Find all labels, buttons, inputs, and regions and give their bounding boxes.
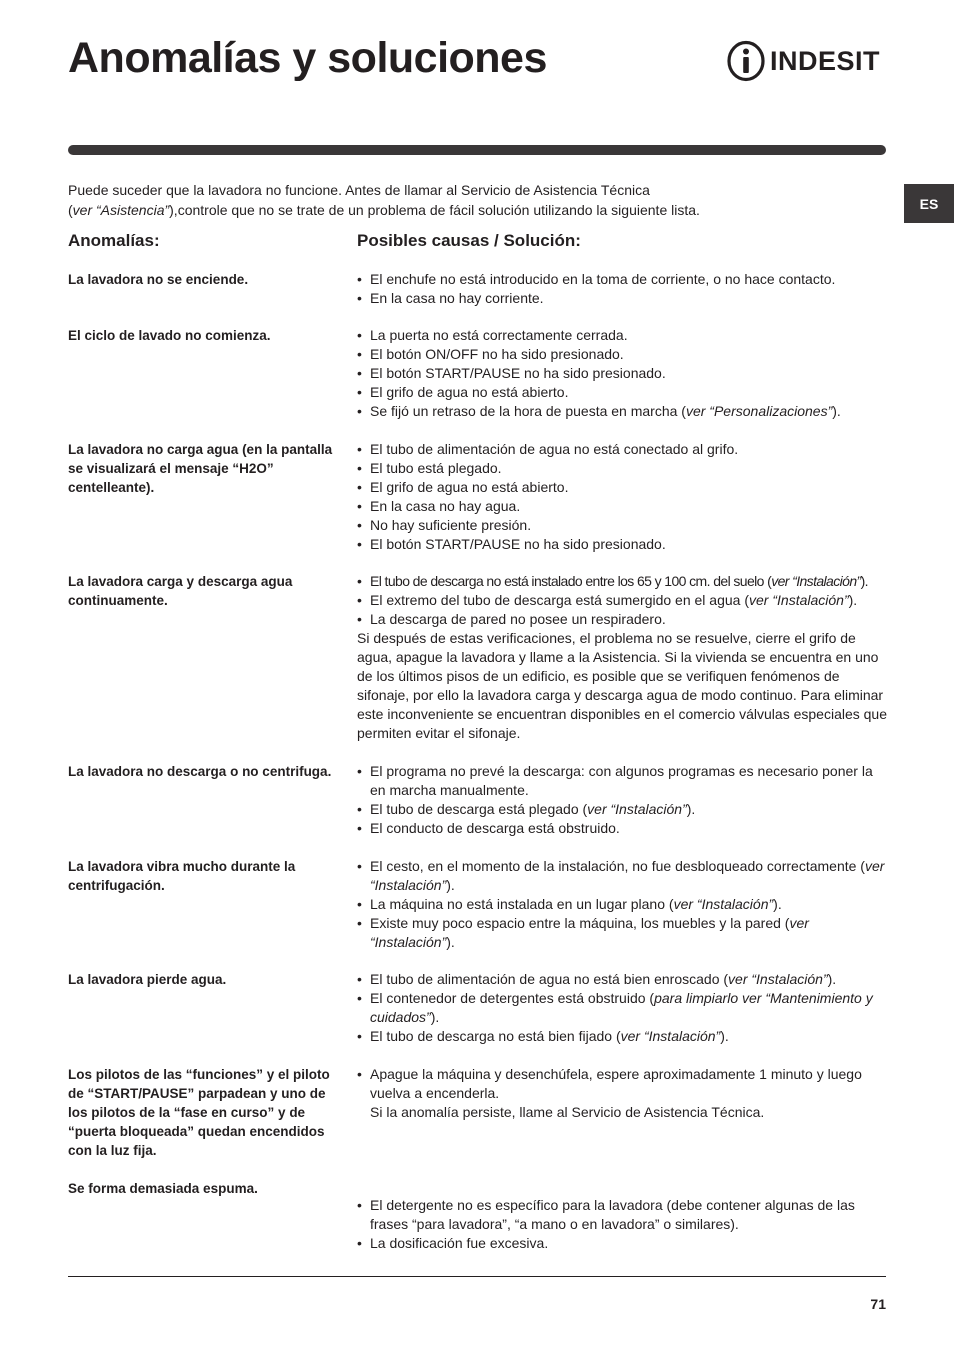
solution-list (357, 857, 889, 952)
list-item: • Apague la máquina y desenchúfela, espere aproximadamente 1 minuto y luego vuelva a encenderla. (357, 1065, 889, 1103)
list-item: • El tubo de descarga no está instalado entre los 65 y 100 cm. del suelo (ver “Instalación”). (357, 572, 889, 591)
list-item: • El detergente no es específico para la lavadora (debe contener algunas de las frases “para lavadora”, “a mano o en lavadora” o similares). (357, 1196, 889, 1234)
list-item: • El tubo de descarga está plegado (ver “Instalación”). (357, 800, 889, 819)
list-item: • El botón ON/OFF no ha sido presionado. (357, 345, 889, 364)
anomaly-text: La lavadora carga y descarga agua continuamente. (68, 574, 293, 608)
footer-divider (68, 1276, 886, 1277)
solution-list (357, 1065, 889, 1122)
list-item: • El tubo de descarga no está bien fijado (ver “Instalación”). (357, 1027, 889, 1046)
solution-list (357, 762, 889, 838)
list-item: • El botón START/PAUSE no ha sido presionado. (357, 364, 889, 383)
list-item: • En la casa no hay agua. (357, 497, 889, 516)
list-item: • El contenedor de detergentes está obstruido (para limpiarlo ver “Mantenimiento y cuidados”). (357, 989, 889, 1027)
list-item: • El tubo de alimentación de agua no está conectado al grifo. (357, 440, 889, 459)
intro-text (68, 180, 828, 220)
intro-line-1: Puede suceder que la lavadora no funcione. Antes de llamar al Servicio de Asistencia Técnica (68, 182, 650, 198)
solution-list (357, 970, 889, 1046)
anomaly-text: La lavadora no se enciende. (68, 272, 249, 287)
anomaly-text: La lavadora pierde agua. (68, 972, 227, 987)
anomaly-text: La lavadora no carga agua (en la pantalla se visualizará el mensaje “H2O” centelleante). (68, 442, 333, 495)
list-item: • El tubo está plegado. (357, 459, 889, 478)
intro-line-2: (ver “Asistencia”),controle que no se trate de un problema de fácil solución utilizando la siguiente lista. (68, 202, 700, 218)
list-item: • La máquina no está instalada en un lugar plano (ver “Instalación”). (357, 895, 889, 914)
list-item: • Se fijó un retraso de la hora de puesta en marcha (ver “Personalizaciones”). (357, 402, 889, 421)
language-tab: ES (904, 184, 954, 223)
list-item: • El programa no prevé la descarga: con algunos programas es necesario poner la en marcha manualmente. (357, 762, 889, 800)
list-item: • El extremo del tubo de descarga está sumergido en el agua (ver “Instalación”). (357, 591, 889, 610)
solution-list (357, 572, 889, 743)
intro-reference: ver “Asistencia” (72, 202, 170, 218)
list-item: • El tubo de alimentación de agua no está bien enroscado (ver “Instalación”). (357, 970, 889, 989)
page-number: 71 (870, 1296, 886, 1312)
page-title: Anomalías y soluciones (68, 34, 547, 82)
brand-name: INDESIT (770, 45, 881, 76)
anomaly-text: El ciclo de lavado no comienza. (68, 328, 271, 343)
solution-list (357, 326, 889, 421)
solutions-heading: Posibles causas / Solución: (357, 231, 581, 250)
anomaly-text: La lavadora vibra mucho durante la centrifugación. (68, 859, 296, 893)
list-item: • La puerta no está correctamente cerrada. (357, 326, 889, 345)
indesit-logo-icon (726, 40, 766, 82)
list-item: • La dosificación fue excesiva. (357, 1234, 889, 1253)
list-item: • El grifo de agua no está abierto. (357, 383, 889, 402)
anomaly-text: Los pilotos de las “funciones” y el piloto de “START/PAUSE” parpadean y uno de los pilotos de la “fase en curso” y de “puerta bloqueada” quedan encendidos con la luz fija. (68, 1067, 330, 1158)
anomaly-text: Se forma demasiada espuma. (68, 1181, 258, 1196)
list-item: • No hay suficiente presión. (357, 516, 889, 535)
solution-list (357, 440, 889, 554)
solution-note: Si después de estas verificaciones, el problema no se resuelve, cierre el grifo de agua, apague la lavadora y llame a la Asistencia. Si la vivienda se encuentra en uno de los últimos pisos de un edificio, es posible que se verifiquen fenómenos de sifonaje, por ello la lavadora carga y descarga agua de modo continuo. Para eliminar este inconveniente se encuentran disponibles en el comercio válvulas especiales que permiten evitar el sifonaje. (357, 630, 887, 741)
list-item: • La descarga de pared no posee un respiradero. (357, 610, 889, 629)
solution-list (357, 1196, 889, 1253)
list-item: • El conducto de descarga está obstruido. (357, 819, 889, 838)
brand-logo (726, 40, 880, 82)
anomaly-text: La lavadora no descarga o no centrifuga. (68, 764, 332, 779)
solution-note: Si la anomalía persiste, llame al Servicio de Asistencia Técnica. (370, 1104, 765, 1120)
list-item: • Existe muy poco espacio entre la máquina, los muebles y la pared (ver “Instalación”). (357, 914, 889, 952)
list-item: • El enchufe no está introducido en la toma de corriente, o no hace contacto. (357, 270, 889, 289)
list-item: • El botón START/PAUSE no ha sido presionado. (357, 535, 889, 554)
list-item: • En la casa no hay corriente. (357, 289, 889, 308)
header-divider (68, 145, 886, 155)
list-item: • El grifo de agua no está abierto. (357, 478, 889, 497)
anomalies-heading: Anomalías: (68, 231, 160, 250)
solution-list (357, 270, 889, 308)
list-item: • El cesto, en el momento de la instalación, no fue desbloqueado correctamente (ver “Instalación”). (357, 857, 889, 895)
